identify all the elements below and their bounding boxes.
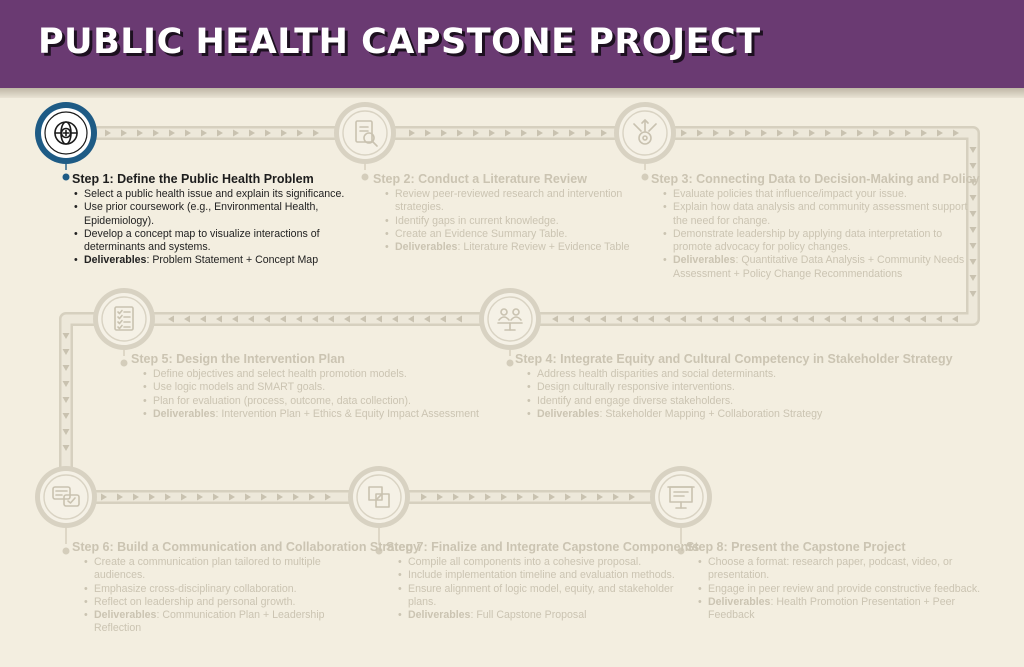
step-4-bullet: • Design culturally responsive interventions. [537, 381, 897, 394]
page-title: PUBLIC HEALTH CAPSTONE PROJECT [38, 22, 761, 62]
deliverables-label: Deliverables [94, 609, 157, 622]
step-2-node [334, 102, 396, 164]
step-7-bullet: • Compile all components into a cohesive proposal. [408, 556, 683, 569]
step-8-deliverables [708, 596, 993, 623]
step-3-bullet: • Evaluate policies that influence/impact your issue. [673, 188, 973, 201]
step-dot [507, 360, 514, 367]
step-4-deliverables [537, 408, 897, 421]
deliverables-text: : Problem Statement + Concept Map [146, 254, 319, 267]
deliverables-text: : Full Capstone Proposal [470, 609, 587, 622]
step-2-bullets [383, 188, 640, 254]
step-6-bullet: • Emphasize cross-disciplinary collaboration. [94, 583, 344, 596]
step-7-bullet: • Include implementation timeline and evaluation methods. [408, 569, 683, 582]
deliverables-label: Deliverables [708, 595, 771, 608]
deliverables-label: Deliverables [537, 407, 600, 420]
step-2-bullet: • Create an Evidence Summary Table. [395, 228, 640, 241]
node-face [655, 471, 707, 523]
step-2-title: Step 2: Conduct a Literature Review [373, 172, 587, 186]
node-face [484, 293, 536, 345]
node-face [98, 293, 150, 345]
step-8-node [650, 466, 712, 528]
step-1-bullet: • Use prior coursework (e.g., Environmental Health, Epidemiology). [84, 201, 374, 228]
step-3-deliverables [673, 254, 973, 281]
step-1-bullet: • Develop a concept map to visualize interactions of determinants and systems. [84, 228, 374, 255]
step-6-node [35, 466, 97, 528]
deliverables-label: Deliverables [153, 407, 216, 420]
step-2-bullet: • Identify gaps in current knowledge. [395, 215, 640, 228]
step-4-bullets [525, 368, 897, 421]
step-1-bullet: • Select a public health issue and explain its significance. [84, 188, 374, 201]
step-3-node [614, 102, 676, 164]
step-3-bullets [661, 188, 973, 281]
step-7-bullets [396, 556, 683, 622]
step-6-bullets [82, 556, 344, 636]
step-dot [121, 360, 128, 367]
step-5-node [93, 288, 155, 350]
deliverables-text: : Stakeholder Mapping + Collaboration Strategy [599, 407, 823, 420]
step-4-bullet: • Identify and engage diverse stakeholders. [537, 395, 897, 408]
deliverables-text: : Health Promotion Presentation + Peer Feedback [708, 595, 956, 622]
step-1-bullets [72, 188, 374, 268]
deliverables-label: Deliverables [84, 254, 147, 267]
step-5-bullet: • Plan for evaluation (process, outcome, data collection). [153, 395, 493, 408]
step-1-title: Step 1: Define the Public Health Problem [72, 172, 314, 186]
deliverables-text: : Communication Plan + Leadership Reflection [94, 609, 325, 635]
deliverables-text: : Quantitative Data Analysis + Community Needs Assessment + Policy Change Recommendations [673, 254, 965, 280]
deliverables-label: Deliverables [408, 609, 471, 622]
step-6-bullet: • Create a communication plan tailored to multiple audiences. [94, 556, 344, 583]
step-6-bullet: • Reflect on leadership and personal growth. [94, 596, 344, 609]
step-4-node [479, 288, 541, 350]
step-7-bullet: • Ensure alignment of logic model, equity, and stakeholder plans. [408, 583, 683, 610]
step-8-bullet: • Engage in peer review and provide constructive feedback. [708, 583, 993, 596]
step-8-title: Step 8: Present the Capstone Project [686, 540, 906, 554]
step-1-node [35, 102, 97, 164]
step-3-bullet: • Explain how data analysis and community assessment support the need for change. [673, 201, 973, 228]
deliverables-text: : Literature Review + Evidence Table [457, 241, 630, 254]
deliverables-text: : Intervention Plan + Ethics & Equity Impact Assessment [215, 407, 479, 420]
step-dot [63, 548, 70, 555]
step-8-bullet: • Choose a format: research paper, podcast, video, or presentation. [708, 556, 993, 583]
step-5-bullet: • Use logic models and SMART goals. [153, 381, 493, 394]
step-5-deliverables [153, 408, 493, 421]
step-4-title: Step 4: Integrate Equity and Cultural Competency in Stakeholder Strategy [515, 352, 953, 366]
step-2-deliverables [395, 241, 640, 254]
step-1-deliverables [84, 254, 374, 267]
step-6-deliverables [94, 609, 344, 636]
step-5-bullet: • Define objectives and select health promotion models. [153, 368, 493, 381]
step-4-bullet: • Address health disparities and social determinants. [537, 368, 897, 381]
step-dot [642, 174, 649, 181]
step-3-title: Step 3: Connecting Data to Decision-Making and Policy [651, 172, 980, 186]
step-5-title: Step 5: Design the Intervention Plan [131, 352, 345, 366]
node-face [619, 107, 671, 159]
step-3-bullet: • Demonstrate leadership by applying data interpretation to promote advocacy for policy changes. [673, 228, 973, 255]
node-face [40, 471, 92, 523]
deliverables-label: Deliverables [395, 241, 458, 254]
step-6-title: Step 6: Build a Communication and Collaboration Strategy [72, 540, 420, 554]
step-5-bullets [141, 368, 493, 421]
step-7-deliverables [408, 609, 683, 622]
node-face [339, 107, 391, 159]
step-nodes [35, 102, 712, 555]
step-2-bullet: • Review peer-reviewed research and intervention strategies. [395, 188, 640, 215]
step-8-bullets [696, 556, 993, 622]
deliverables-label: Deliverables [673, 254, 736, 267]
step-7-title: Step 7: Finalize and Integrate Capstone Components [386, 540, 700, 554]
step-dot [362, 174, 369, 181]
step-dot [63, 174, 70, 181]
step-7-node [348, 466, 410, 528]
